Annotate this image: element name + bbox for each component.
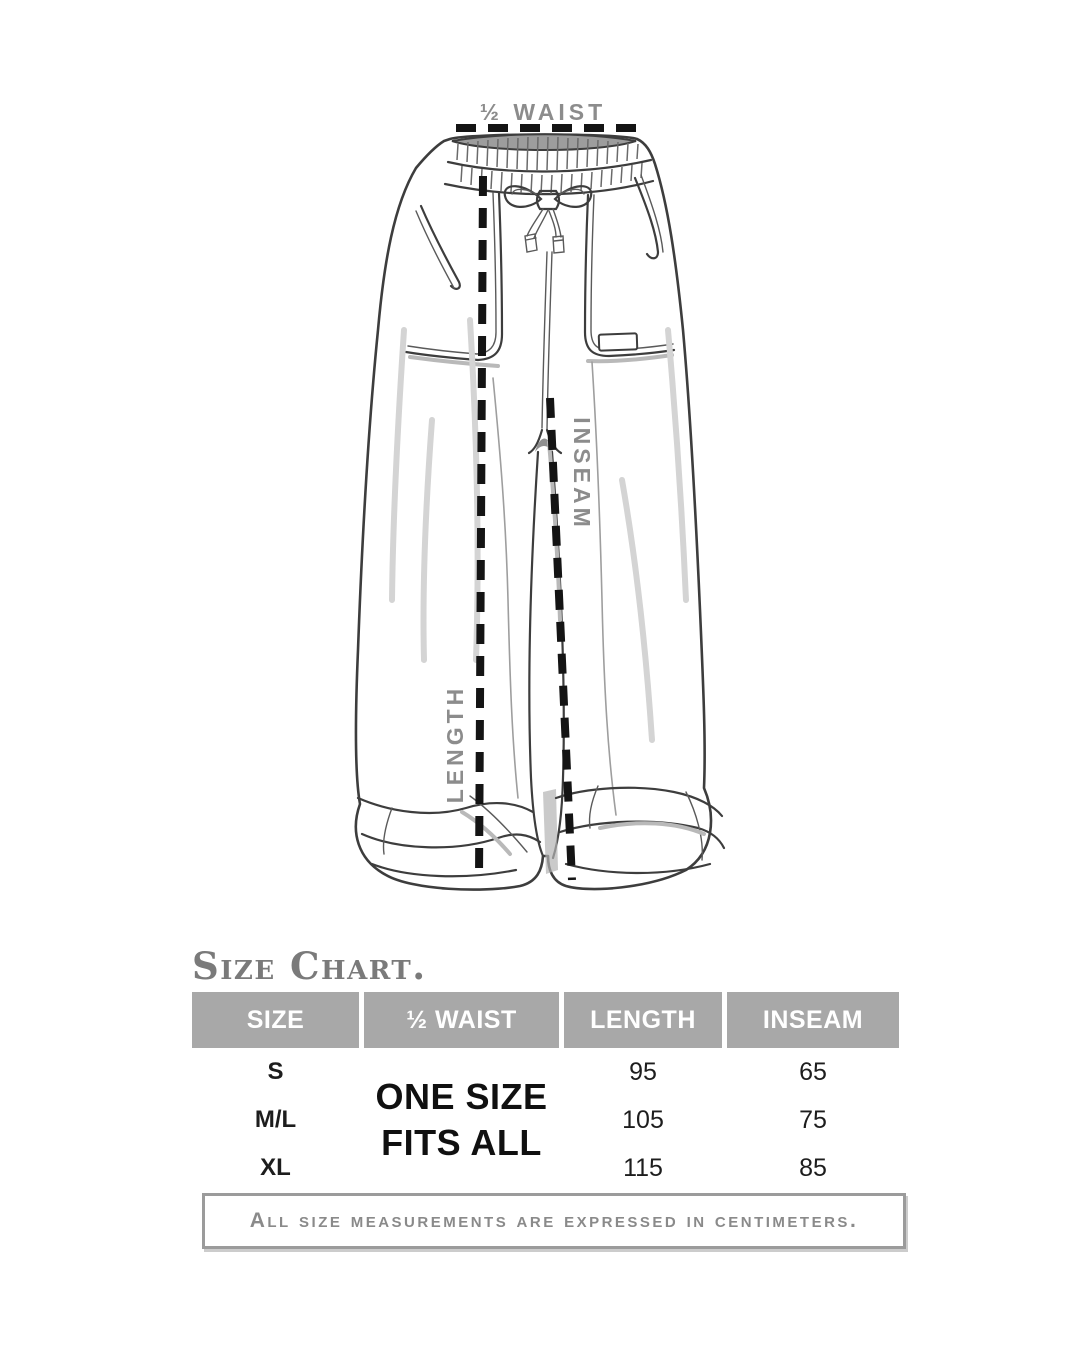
units-note-text: All size measurements are expressed in centimeters. (249, 1209, 859, 1232)
one-size-note-line2: FITS ALL (381, 1122, 542, 1163)
column-header-size: SIZE (192, 992, 359, 1048)
inseam-cell-xl: 85 (799, 1153, 827, 1182)
column-header-inseam: INSEAM (727, 992, 899, 1048)
inseam-measurement-label: INSEAM (569, 417, 595, 531)
length-cell-s: 95 (629, 1057, 657, 1086)
inseam-cell-s: 65 (799, 1057, 827, 1086)
brand-label-tag (599, 333, 638, 350)
size-chart-body (192, 1048, 899, 1192)
size-chart-header-row (192, 992, 899, 1048)
size-chart-heading: Size Chart. (192, 944, 427, 988)
length-cell-xl: 115 (623, 1153, 663, 1182)
one-size-note-line1: ONE SIZE (375, 1076, 548, 1117)
waist-measurement-label: ½ WAIST (479, 99, 607, 125)
size-cell-ml: M/L (254, 1106, 297, 1133)
column-header-waist: ½ WAIST (364, 992, 559, 1048)
length-measurement-label: LENGTH (442, 684, 468, 804)
inseam-cell-ml: 75 (799, 1105, 827, 1134)
column-header-length: LENGTH (564, 992, 722, 1048)
one-size-note (375, 1074, 547, 1166)
length-cell-ml: 105 (622, 1105, 664, 1134)
size-cell-s: S (267, 1058, 284, 1085)
size-cell-xl: XL (260, 1154, 291, 1181)
size-chart-table (192, 992, 899, 1192)
units-note-box (202, 1193, 906, 1249)
